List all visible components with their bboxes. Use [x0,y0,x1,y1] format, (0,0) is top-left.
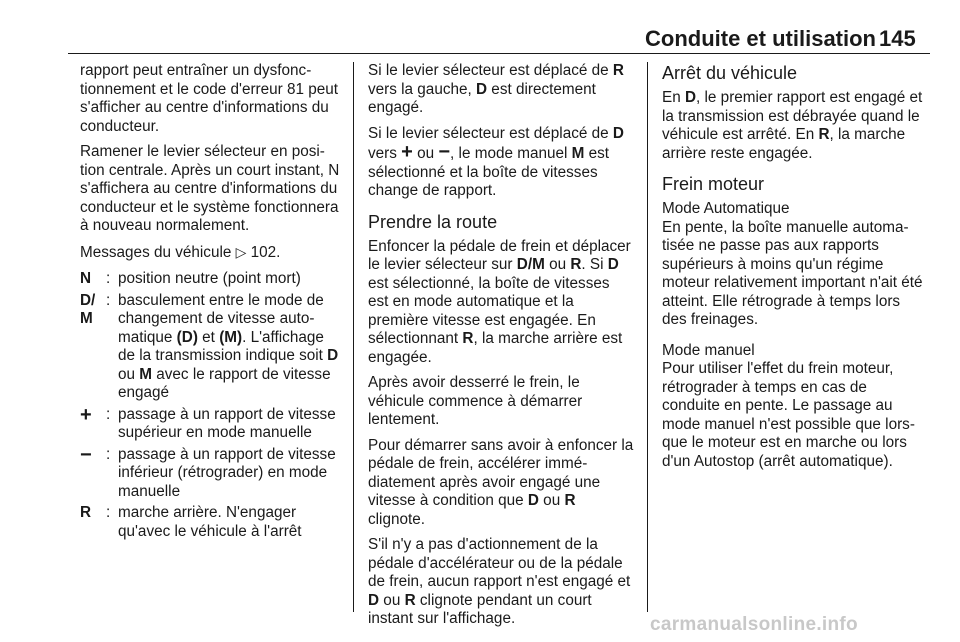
plus-icon: + [401,141,413,163]
definition-item [80,504,342,541]
definition-value: passage à un rapport de vitesse supérieur en mode manuelle [118,405,336,441]
paragraph: Enfoncer la pédale de frein et déplacer le levier sélecteur sur D/M ou R. Si D est sélectionné, la boîte de vitesses est en mode automatique et la première vitesse est engagée. En sélectionnant R, la marche arrière est engagée. [368,237,631,366]
plus-icon: + [80,403,92,426]
header-rule [68,53,930,54]
definition-value: position neutre (point mort) [118,270,301,287]
paragraph: Pour démarrer sans avoir à enfoncer la pédale de frein, accélérer immédiatement après avoir engagé une vitesse à condition que D ou R clignote. [368,436,634,528]
paragraph: Ramener le levier sélecteur en position centrale. Après un court instant, N s'affichera au centre d'informations du conducteur et le système fonctionnera à nouveau normalement. [80,143,340,234]
definition-separator: : [106,291,111,309]
definition-key: R [80,504,92,521]
page-reference-link[interactable]: 102. [250,243,281,261]
paragraph: En D, le premier rapport est engagé et la transmission est débrayée quand le véhicule est arrêté. En R, la marche arrière reste engagée. [662,89,923,162]
column-divider [647,62,648,612]
definition-separator: : [106,405,111,423]
definition-item [80,403,342,443]
paragraph: En pente, la boîte manuelle automatisée ne passe pas aux rapports supérieurs à moins qu'un régime moteur relativement important n'ait été atteint. Elle rétrograde à temps lors des freinages. [662,218,923,328]
page-header [0,0,960,56]
definition-separator: : [106,504,111,521]
paragraph: S'il n'y a pas d'actionnement de la pédale d'accélérateur ou de la pédale de frein, aucun rapport n'est engagé et D ou R clignote pendant un court instant sur l'affichage. [368,536,631,627]
column-left [80,62,342,544]
page-reference-icon: ▷ [235,243,247,260]
definition-value: passage à un rapport de vitesse inférieur (rétrograder) en mode manuelle [118,445,336,500]
column-right [662,62,928,478]
definition-item [80,270,342,289]
subsection-heading: Mode Automatique [662,200,790,217]
definition-separator: : [106,445,111,463]
definition-separator: : [106,270,111,287]
definition-key: N [80,270,92,287]
paragraph: Si le levier sélecteur est déplacé de D vers + ou −, le mode manuel M est sélectionné et la boîte de vitesses change de rapport. [368,124,624,199]
section-heading: Arrêt du véhicule [662,63,798,83]
paragraph [80,243,342,263]
paragraph: Pour utiliser l'effet du frein moteur, rétrograder à temps en cas de conduite en pente. Le passage au mode manuel n'est possible que lorsque le moteur est en marche ou lors d'un Autostop (arrêt automatique). [662,360,915,470]
column-divider [353,62,354,612]
definition-item [80,292,342,403]
definition-value: marche arrière. N'engager qu'avec le véhicule à l'arrêt [118,504,302,540]
minus-icon: − [80,443,92,466]
paragraph: Après avoir desserré le frein, le véhicule commence à démarrer lentement. [368,374,583,428]
section-heading: Prendre la route [368,211,498,232]
minus-icon: − [438,141,451,163]
page-number: 145 [879,26,916,51]
page-title: Conduite et utilisation [645,26,876,51]
paragraph: rapport peut entraîner un dysfonctionnement et le code d'erreur 81 peut s'afficher au centre d'informations du conducteur. [80,62,339,135]
watermark: carmanualsonline.info [650,614,858,635]
cross-reference-text: Messages du véhicule [80,243,232,261]
section-heading: Frein moteur [662,174,765,194]
subsection-heading: Mode manuel [662,341,755,359]
column-middle [368,62,634,636]
paragraph: Si le levier sélecteur est déplacé de R vers la gauche, D est directement engagé. [368,62,624,116]
definition-value: basculement entre le mode de changement de vitesse automatique (D) et (M). L'affichage de la transmission indique soit D ou M avec le rapport de vitesse engagé [118,291,339,401]
definition-list [80,270,342,541]
definition-key: D/ M [80,291,96,327]
definition-item [80,443,342,502]
